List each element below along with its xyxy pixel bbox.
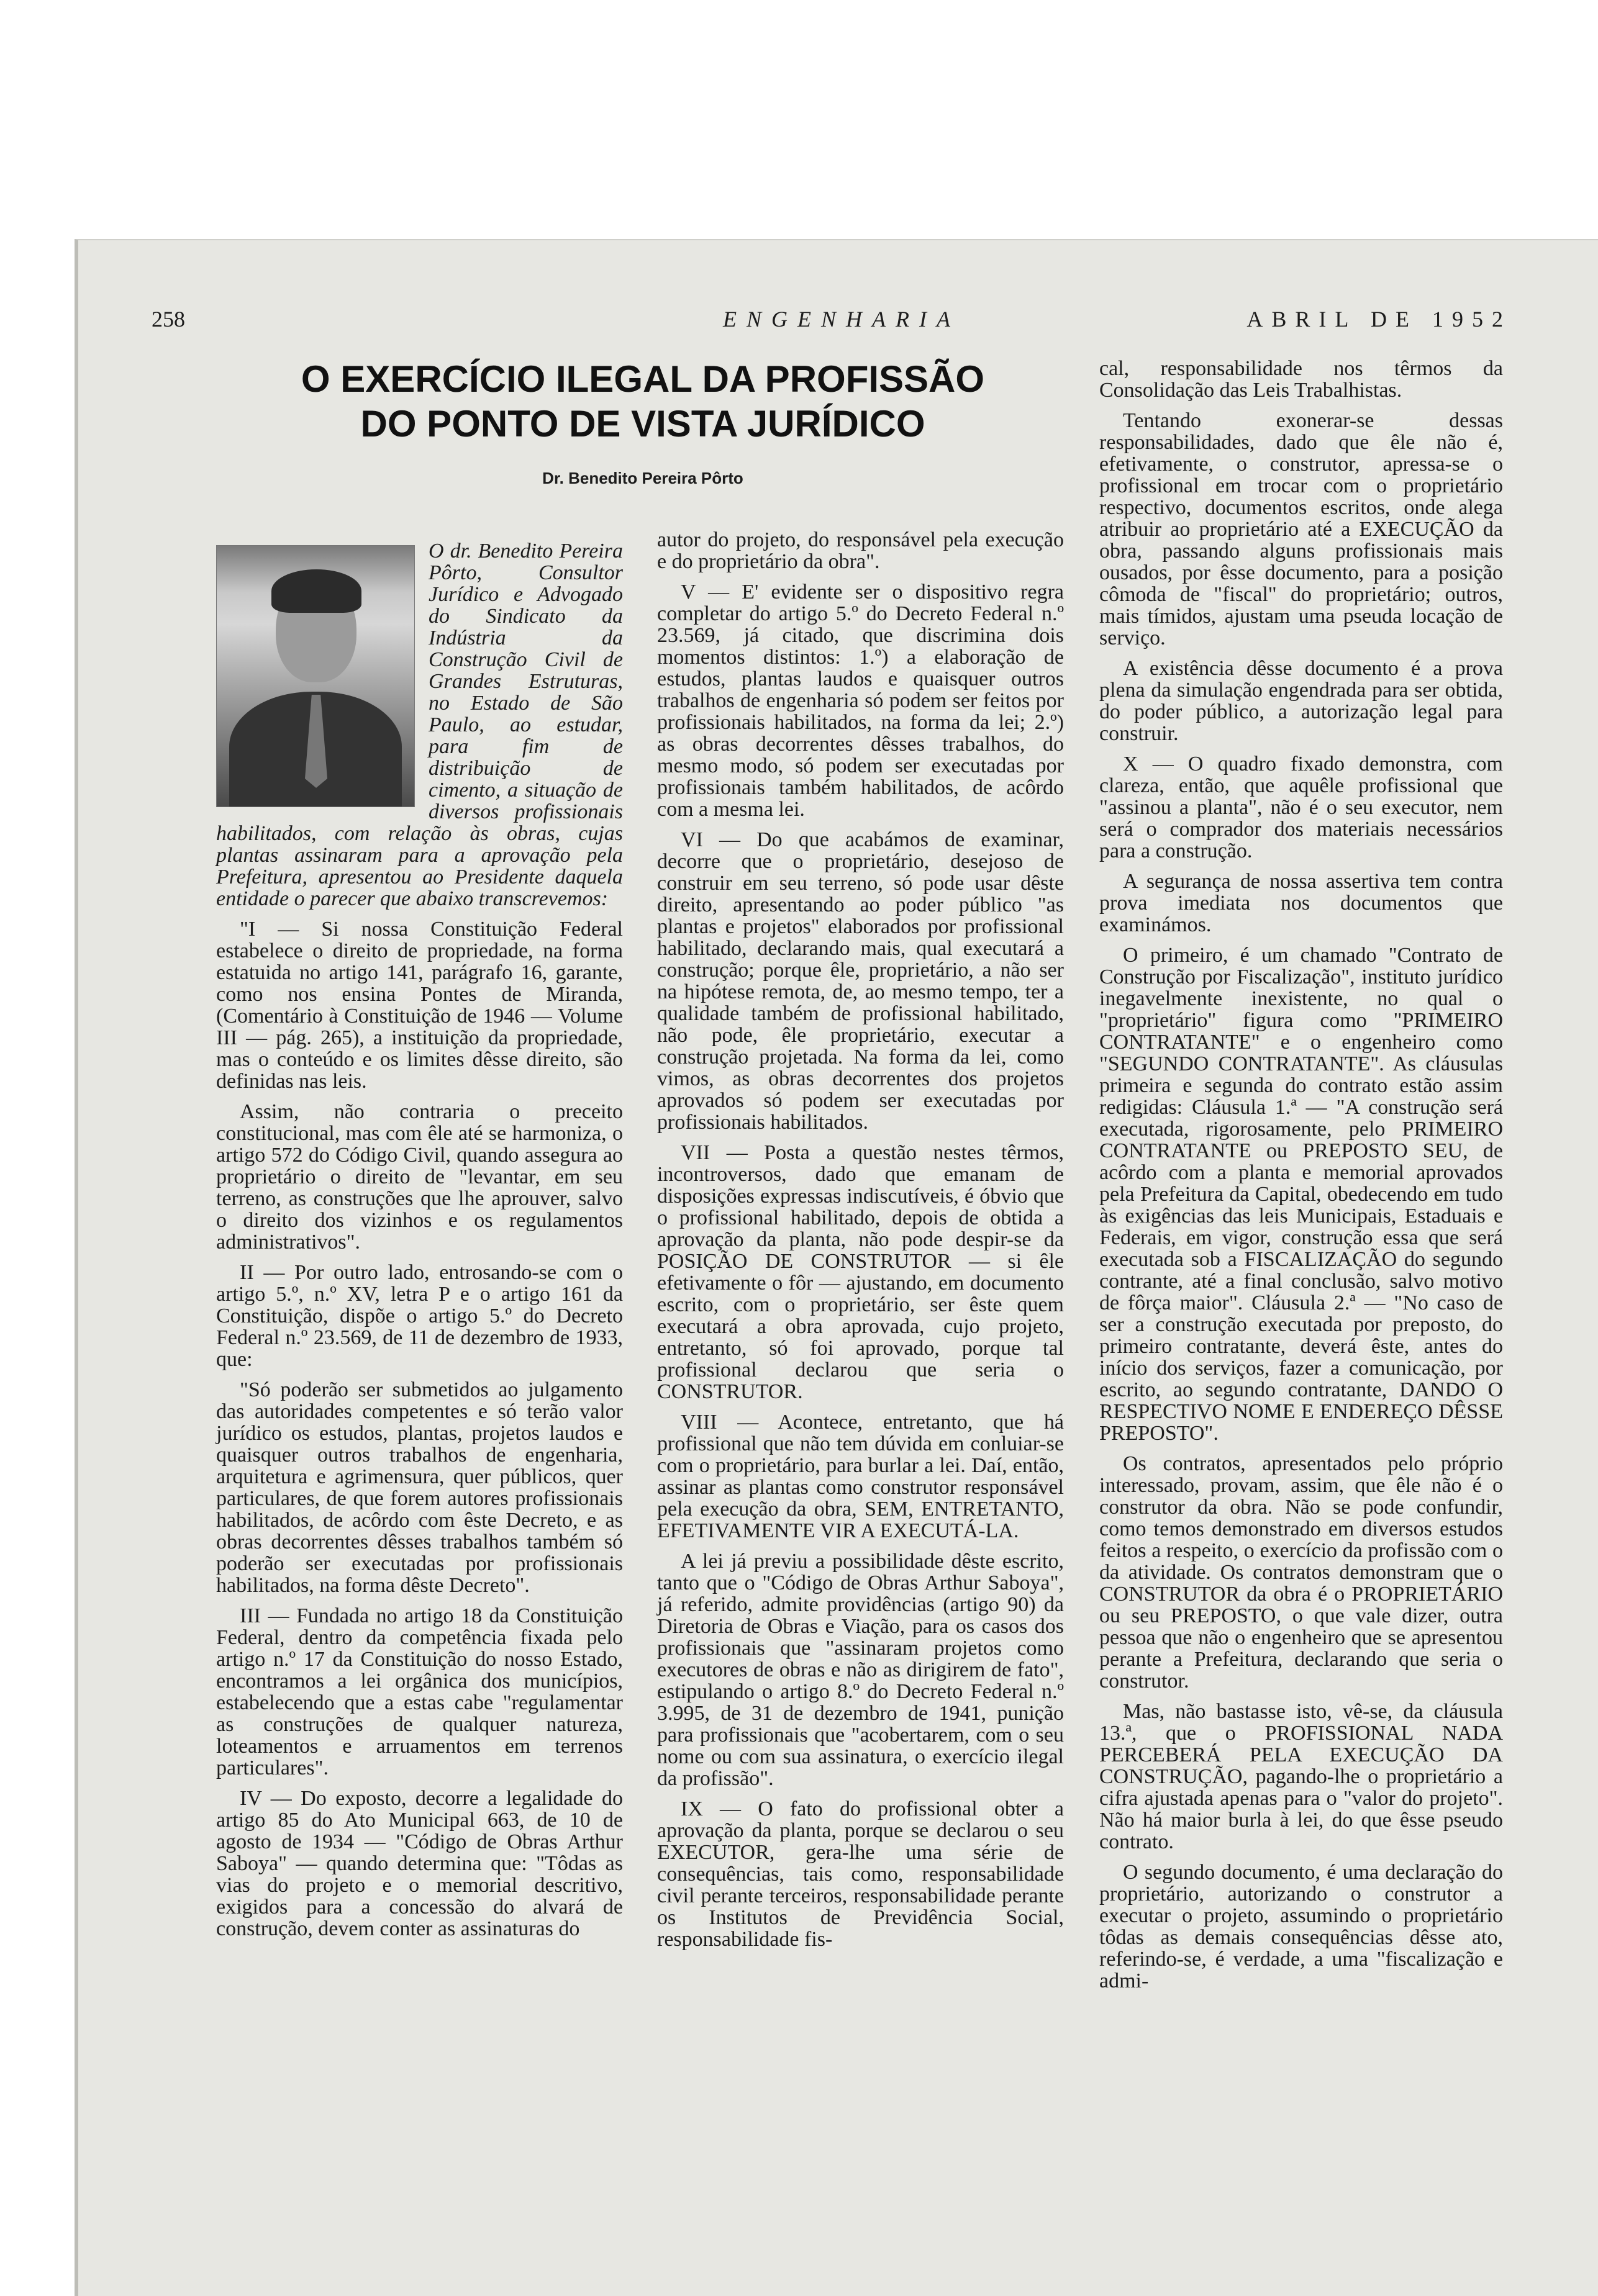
title-line-1: O EXERCÍCIO ILEGAL DA PROFISSÃO — [301, 358, 985, 400]
paragraph: III — Fundada no artigo 18 da Constituição Federal, dentro da competência fixada pelo artigo n.º 17 da Constituição do nosso Estado, encontramos a lei orgânica dos municípios, estabelecendo que a estas cabe "regulamentar as construções de qualquer natureza, loteamentos e arruamentos em terrenos particulares". — [216, 1604, 623, 1779]
paragraph: A lei já previu a possibilidade dêste escrito, tanto que o "Código de Obras Arthur Saboya", já referido, admite providências (artigo 90) da Diretoria de Obras e Viação, para os casos dos profissionais que "assinaram projetos como executores de obras e não as dirigirem de fato", estipulando o artigo 8.º do Decreto Federal n.º 3.995, de 31 de dezembro de 1941, punição para profissionais que "acobertarem, com o seu nome ou com sua assinatura, o exercício ilegal da profissão". — [657, 1550, 1064, 1790]
paragraph: Assim, não contraria o preceito constitucional, mas com êle até se harmoniza, o artigo 572 do Código Civil, quando assegura ao proprietário o direito de "levantar, em seu terreno, as construções que lhe aprouver, salvo o direito dos vizinhos e os regulamentos administrativos". — [216, 1100, 623, 1254]
intro-paragraph: O dr. Benedito Pereira Pôrto, Consultor Jurídico e Advogado do Sindicato da Indústria da Construção Civil de Grandes Estruturas, no Estado de São Paulo, ao estudar, para fim de distribuição de cimento, a situação de diversos profissionais habilitados, com relação às obras, cujas plantas assinaram para a aprovação pela Prefeitura, apresentou ao Presidente daquela entidade o parecer que abaixo transcrevemos: — [216, 540, 623, 910]
paragraph: VII — Posta a questão nestes têrmos, incontroversos, dado que emanam de disposições expressas indiscutíveis, é óbvio que o profissional habilitado, depois de obtida a aprovação da planta, não pode despir-se da POSIÇÃO DE CONSTRUTOR — si êle efetivamente o fôr — ajustando, em documento escrito, com o proprietário, ser êste quem executará a obra aprovada, cujo projeto, entretanto, só foi aprovado, porque tal profissional declarou que seria o CONSTRUTOR. — [657, 1141, 1064, 1403]
paragraph: IV — Do exposto, decorre a legalidade do artigo 85 do Ato Municipal 663, de 10 de agosto de 1934 — "Código de Obras Arthur Saboya" — quando determina que: "Tôdas as vias do projeto e o memorial descritivo, exigidos para a concessão do alvará de construção, devem conter as assinaturas do — [216, 1787, 623, 1940]
column-2 — [657, 529, 1064, 1959]
paragraph: A segurança de nossa assertiva tem contra prova imediata nos documentos que examinámos. — [1099, 870, 1503, 936]
paragraph: IX — O fato do profissional obter a aprovação da planta, porque se declarou o seu EXECUTOR, gera-lhe uma série de consequências, tais como, responsabilidade civil perante terceiros, responsabilidade perante os Institutos de Previdência Social, responsabilidade fis- — [657, 1797, 1064, 1951]
title-line-2: DO PONTO DE VISTA JURÍDICO — [360, 403, 925, 445]
paragraph: Mas, não bastasse isto, vê-se, da cláusula 13.ª, que o PROFISSIONAL NADA PERCEBERÁ PELA EXECUÇÃO DA CONSTRUÇÃO, pagando-lhe o proprietário a cifra ajustada apenas para o "valor do projeto". Não há maior burla à lei, do que êsse pseudo contrato. — [1099, 1700, 1503, 1853]
issue-date: ABRIL DE 1952 — [1246, 307, 1512, 332]
article-title — [205, 357, 1081, 446]
paragraph: X — O quadro fixado demonstra, com clareza, então, que aquêle profissional que "assinou a planta", não é o seu executor, nem será o comprador dos materiais necessários para a construção. — [1099, 753, 1503, 862]
journal-name: ENGENHARIA — [723, 307, 960, 332]
paragraph: II — Por outro lado, entrosando-se com o artigo 5.º, n.º XV, letra P e o artigo 161 da Constituição, dispõe o artigo 5.º do Decreto Federal n.º 23.569, de 11 de dezembro de 1933, que: — [216, 1261, 623, 1371]
paragraph: Tentando exonerar-se dessas responsabilidades, dado que êle não é, efetivamente, o construtor, apressa-se o profissional em trocar com o proprietário respectivo, documentos escritos, onde alega atribuir ao proprietário até a EXECUÇÃO da obra, passando alguns profissionais mais ousados, por êsse documento, para a posição cômoda de "fiscal" do proprietário; outros, mais tímidos, ajustam uma pseuda locação de serviço. — [1099, 409, 1503, 649]
paragraph: O primeiro, é um chamado "Contrato de Construção por Fiscalização", instituto jurídico inegavelmente inexistente, no qual o "proprietário" figura como "PRIMEIRO CONTRATANTE" e o engenheiro como "SEGUNDO CONTRATANTE". As cláusulas primeira e segunda do contrato estão assim redigidas: Cláusula 1.ª — "A construção será executada, rigorosamente, pelo PRIMEIRO CONTRATANTE ou PREPOSTO SEU, de acôrdo com a planta e memorial aprovados pela Prefeitura da Capital, obedecendo em tudo às exigências das leis Municipais, Estaduais e Federais, em vigor, construção essa que será executada sob a FISCALIZAÇÃO do segundo contrante, até a final conclusão, salvo motivo de fôrça maior". Cláusula 2.ª — "No caso de ser a construção executada por preposto, do primeiro contratante, deverá êste, antes do início dos serviços, fazer a comunicação, por escrito, ao segundo contratante, DANDO O RESPECTIVO NOME E ENDEREÇO DÊSSE PREPOSTO". — [1099, 944, 1503, 1445]
column-1 — [216, 540, 623, 1948]
paragraph: autor do projeto, do responsável pela execução e do proprietário da obra". — [657, 528, 1064, 573]
page-number: 258 — [152, 307, 185, 332]
paragraph: "I — Si nossa Constituição Federal estabelece o direito de propriedade, na forma estatuida no artigo 141, parágrafo 16, garante, como nos ensina Pontes de Miranda, (Comentário à Constituição de 1946 — Volume III — pág. 265), a instituição da propriedade, mas o conteúdo e os limites dêsse direito, são definidas nas leis. — [216, 918, 623, 1093]
paragraph: VI — Do que acabámos de examinar, decorre que o proprietário, desejoso de construir em seu terreno, só pode usar dêste direito, apresentando ao poder público "as plantas e projetos" elaborados por profissional habilitado, declarando mais, qual executará a construção; porque êle, proprietário, a não ser na hipótese remota, de, ao mesmo tempo, ter a qualidade também de profissional habilitado, não pode, êle proprietário, executar a construção projetada. Na forma da lei, como vimos, as obras decorrentes dos projetos aprovados só podem ser executadas por profissionais habilitados. — [657, 828, 1064, 1134]
paragraph: V — E' evidente ser o dispositivo regra completar do artigo 5.º do Decreto Federal n.º 23.569, já citado, que discrimina dois momentos distintos: 1.º) a elaboração de estudos, plantas laudos e quaisquer outros trabalhos de engenharia só podem ser feitos por profissionais habilitados, na forma da lei; 2.º) as obras decorrentes dêsses trabalhos, do mesmo modo, só podem ser executadas por profissionais também habilitados, de acôrdo com a mesma lei. — [657, 581, 1064, 821]
paragraph: cal, responsabilidade nos têrmos da Consolidação das Leis Trabalhistas. — [1099, 357, 1503, 402]
paragraph: O segundo documento, é uma declaração do proprietário, autorizando o construtor a executar o projeto, assumindo o proprietário tôdas as demais consequências dêsse ato, referindo-se, é verdade, a uma "fiscalização e admi- — [1099, 1861, 1503, 1992]
paragraph: "Só poderão ser submetidos ao julgamento das autoridades competentes e só terão valor jurídico os estudos, plantas, projetos laudos e quaisquer outros trabalhos de engenharia, arquitetura e agrimensura, quer públicos, quer particulares, de que forem autores profissionais habilitados, de acôrdo com êste Decreto, e as obras decorrentes dêsses trabalhos também só poderão ser executadas por profissionais habilitados, na forma dêste Decreto". — [216, 1378, 623, 1597]
paragraph: VIII — Acontece, entretanto, que há profissional que não tem dúvida em conluiar-se com o proprietário, para burlar a lei. Daí, então, assinar as plantas como construtor responsável pela execução da obra, SEM, ENTRETANTO, EFETIVAMENTE VIR A EXECUTÁ-LA. — [657, 1411, 1064, 1542]
paragraph: Os contratos, apresentados pelo próprio interessado, provam, assim, que êle não é o construtor da obra. Não se pode confundir, como temos demonstrado em diversos estudos feitos a respeito, o exercício da profissão com o da atividade. Os contratos demonstram que o CONSTRUTOR da obra é o PROPRIETÁRIO ou seu PREPOSTO, o que vale dizer, outra pessoa que não o engenheiro que se apresentou perante a Prefeitura, declarando que seria o construtor. — [1099, 1452, 1503, 1693]
running-header — [152, 306, 1512, 333]
paragraph: A existência dêsse documento é a prova plena da simulação engendrada para ser obtida, do poder público, a autorização legal para construir. — [1099, 657, 1503, 745]
column-3 — [1099, 358, 1503, 2000]
article-author: Dr. Benedito Pereira Pôrto — [542, 469, 743, 487]
author-portrait-photo — [216, 545, 415, 807]
